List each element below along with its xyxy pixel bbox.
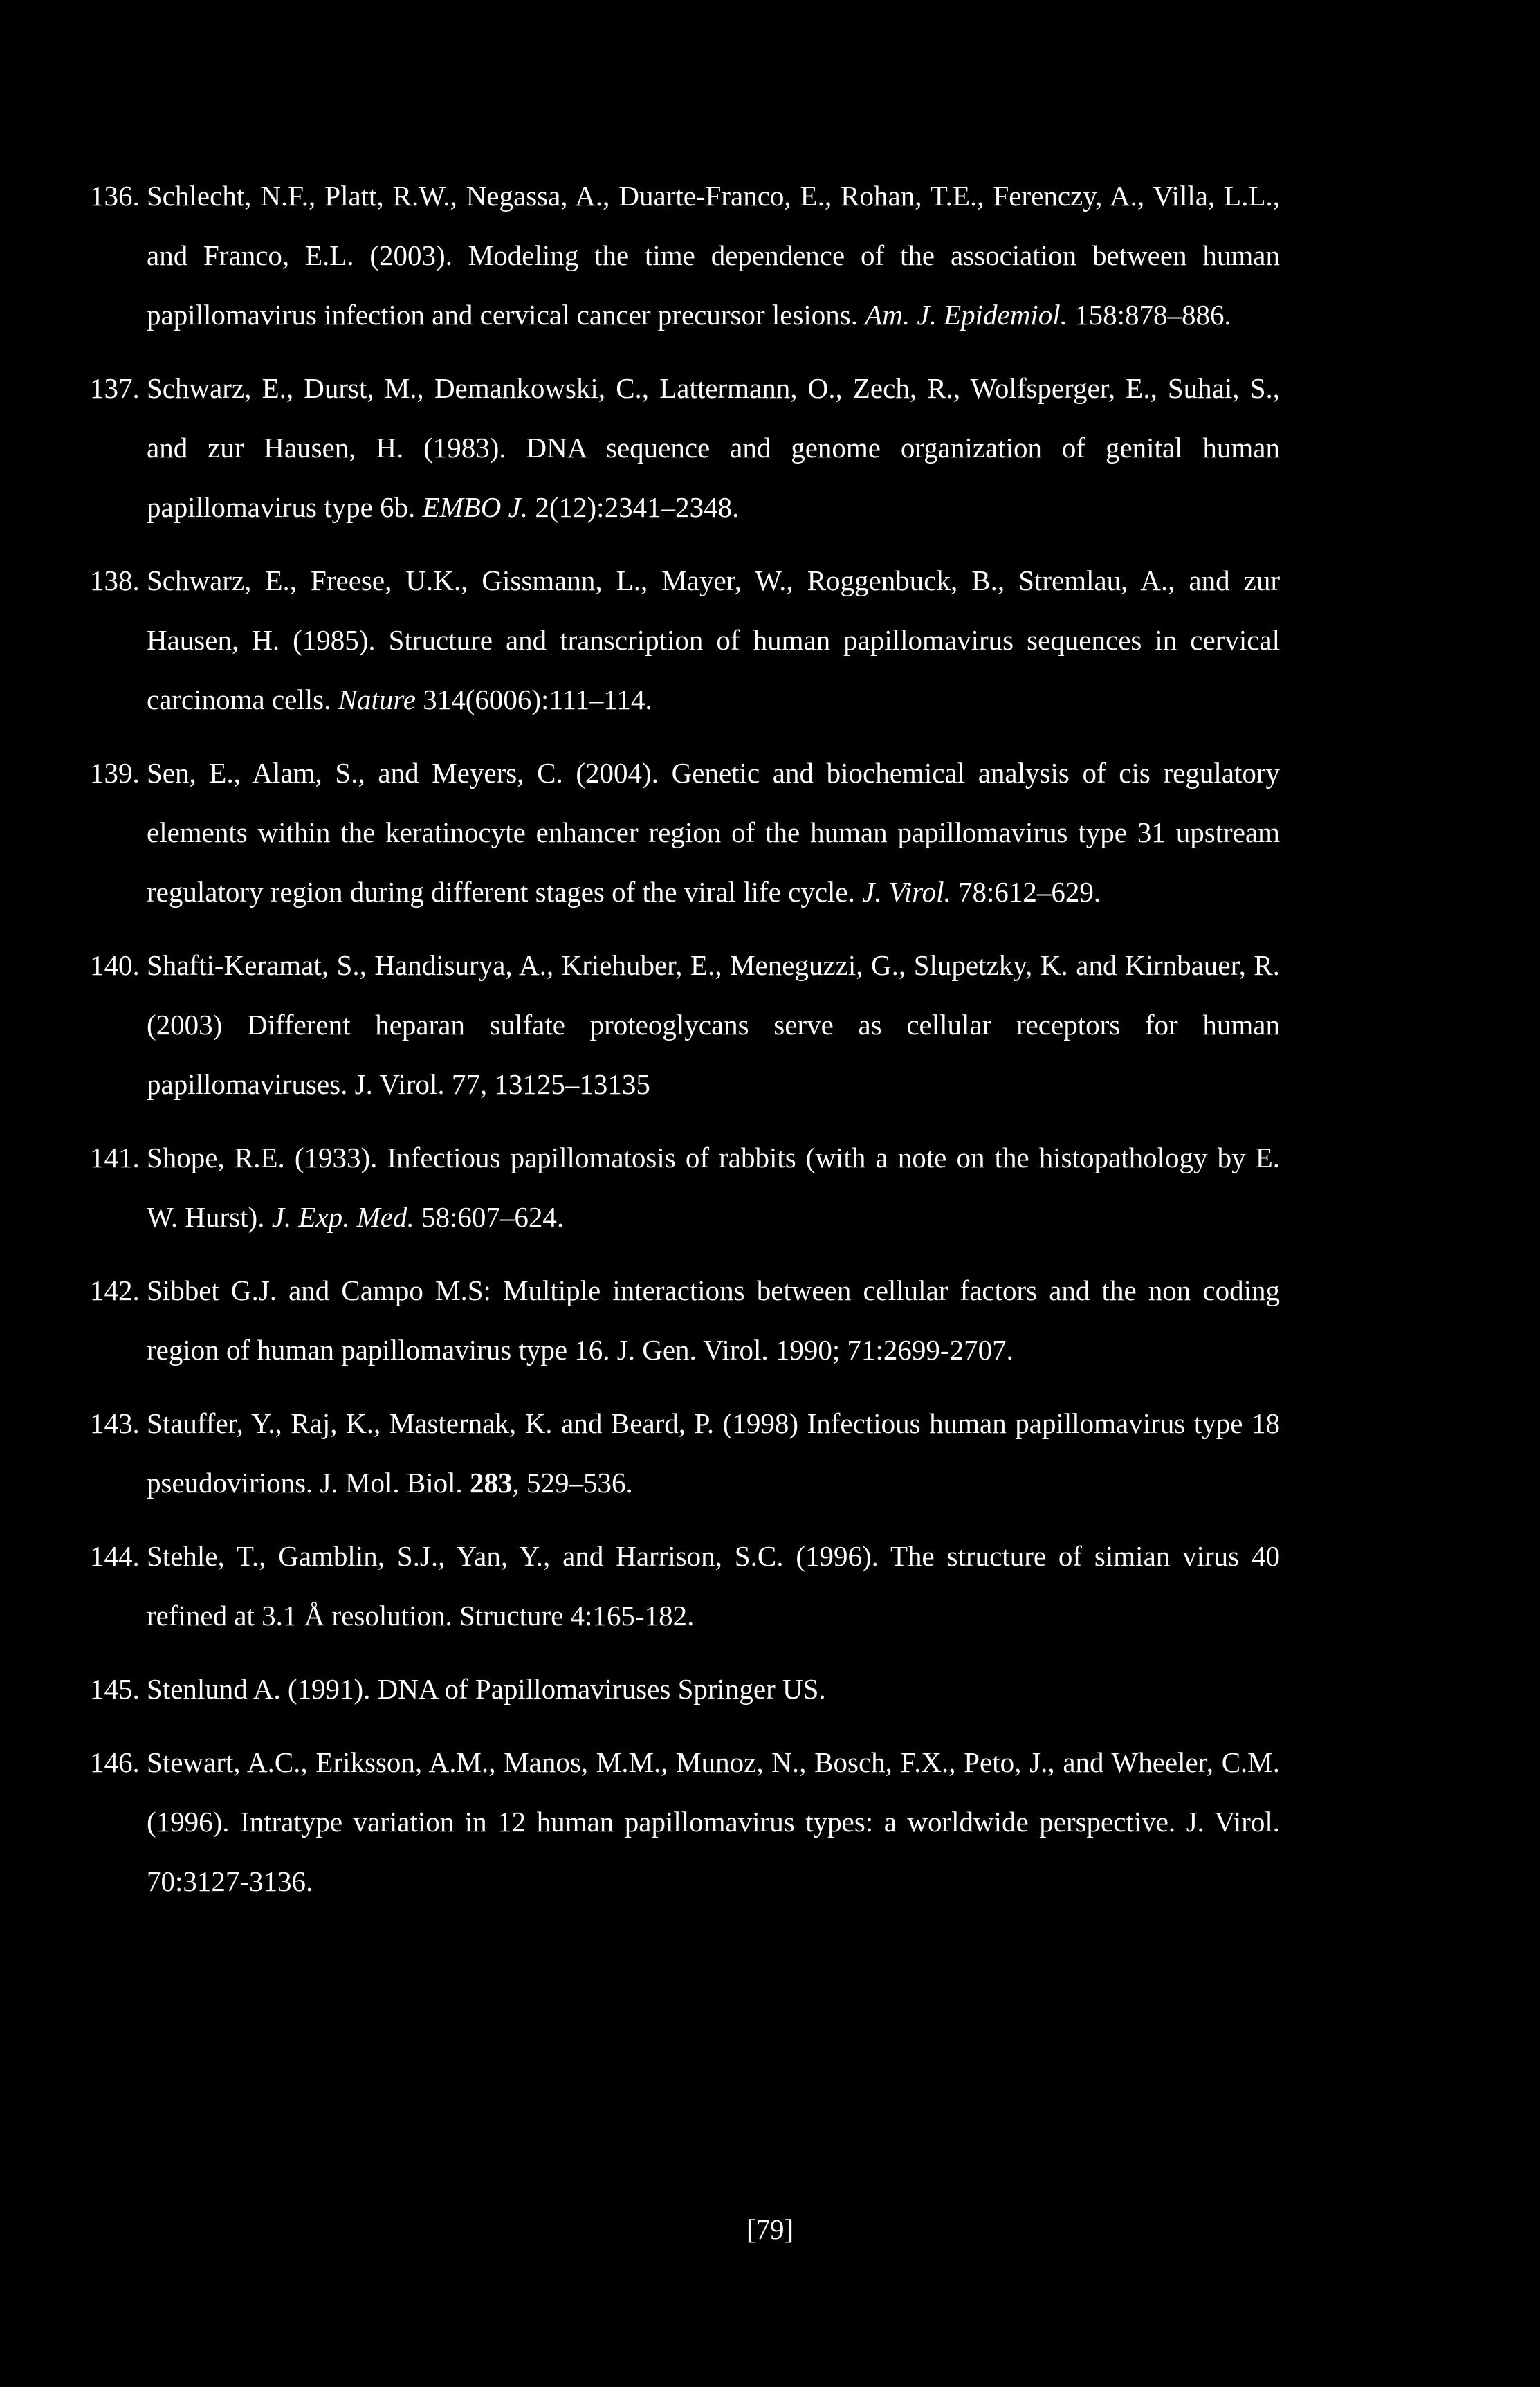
- reference-text: Sibbet G.J. and Campo M.S: Multiple interactions between cellular factors and the non coding region of human papillomavirus type 16. J. Gen. Virol. 1990; 71:2699-2707.: [147, 1274, 1280, 1366]
- journal-name: Am. J. Epidemiol.: [865, 299, 1067, 331]
- reference-item: [90, 358, 1280, 537]
- reference-text: 58:607–624.: [414, 1201, 565, 1233]
- reference-number: 136.: [90, 180, 140, 212]
- reference-number: 143.: [90, 1407, 140, 1439]
- reference-text: Sen, E., Alam, S., and Meyers, C. (2004). Genetic and biochemical analysis of cis regulatory elements within the keratinocyte enhancer region of the human papillomavirus type 31 upstream regulatory region during different stages of the viral life cycle.: [147, 757, 1280, 908]
- reference-list: [90, 166, 1280, 1925]
- journal-name: Nature: [338, 684, 416, 715]
- reference-item: [90, 1732, 1280, 1911]
- reference-number: 140.: [90, 949, 140, 981]
- reference-item: [90, 166, 1280, 345]
- reference-number: 138.: [90, 565, 140, 596]
- reference-number: 146.: [90, 1746, 140, 1778]
- reference-item: [90, 1393, 1280, 1512]
- reference-text: 314(6006):111–114.: [416, 684, 652, 715]
- page-number: [79]: [746, 2213, 794, 2245]
- reference-item: [90, 1128, 1280, 1247]
- reference-item: [90, 743, 1280, 922]
- volume-number: 283: [469, 1467, 513, 1499]
- reference-number: 141.: [90, 1142, 140, 1173]
- reference-item: [90, 1659, 1280, 1719]
- reference-number: 137.: [90, 372, 140, 404]
- reference-text: Schlecht, N.F., Platt, R.W., Negassa, A., Duarte-Franco, E., Rohan, T.E., Ferenczy, A., Villa, L.L., and Franco, E.L. (2003). Modeling the time dependence of the association between human papillomavirus infection and cervical cancer precursor lesions.: [147, 180, 1280, 331]
- reference-text: Stehle, T., Gamblin, S.J., Yan, Y., and Harrison, S.C. (1996). The structure of simian virus 40 refined at 3.1 Å resolution. Structure 4:165-182.: [147, 1540, 1280, 1631]
- reference-item: [90, 1261, 1280, 1380]
- reference-number: 139.: [90, 757, 140, 789]
- reference-item: [90, 551, 1280, 729]
- reference-item: [90, 935, 1280, 1114]
- reference-number: 144.: [90, 1540, 140, 1572]
- reference-text: Shafti-Keramat, S., Handisurya, A., Kriehuber, E., Meneguzzi, G., Slupetzky, K. and Kirnbauer, R. (2003) Different heparan sulfate proteoglycans serve as cellular receptors for human papillomaviruses. J. Virol. 77, 13125–13135: [147, 949, 1280, 1100]
- reference-text: Stauffer, Y., Raj, K., Masternak, K. and Beard, P. (1998) Infectious human papillomavirus type 18 pseudovirions. J. Mol. Biol.: [147, 1407, 1280, 1499]
- reference-text: Stenlund A. (1991). DNA of Papillomaviruses Springer US.: [147, 1673, 826, 1705]
- reference-text: 158:878–886.: [1067, 299, 1231, 331]
- journal-name: EMBO J.: [422, 491, 529, 523]
- reference-text: Stewart, A.C., Eriksson, A.M., Manos, M.M., Munoz, N., Bosch, F.X., Peto, J., and Wheeler, C.M. (1996). Intratype variation in 12 human papillomavirus types: a worldwide perspective. J. Virol. 70:3127-3136.: [147, 1746, 1280, 1897]
- reference-item: [90, 1526, 1280, 1645]
- reference-text: Schwarz, E., Durst, M., Demankowski, C., Lattermann, O., Zech, R., Wolfsperger, E., Suhai, S., and zur Hausen, H. (1983). DNA sequence and genome organization of genital human papillomavirus type 6b.: [147, 372, 1280, 523]
- reference-number: 142.: [90, 1274, 140, 1306]
- reference-number: 145.: [90, 1673, 140, 1705]
- journal-name: J. Virol.: [862, 876, 951, 908]
- reference-text: Schwarz, E., Freese, U.K., Gissmann, L., Mayer, W., Roggenbuck, B., Stremlau, A., and zur Hausen, H. (1985). Structure and transcription of human papillomavirus sequences in cervical carcinoma cells.: [147, 565, 1280, 715]
- reference-text: 78:612–629.: [951, 876, 1101, 908]
- reference-text: Shope, R.E. (1933). Infectious papillomatosis of rabbits (with a note on the histopathology by E. W. Hurst).: [147, 1142, 1280, 1233]
- reference-text: 2(12):2341–2348.: [528, 491, 740, 523]
- reference-text: , 529–536.: [512, 1467, 633, 1499]
- journal-name: J. Exp. Med.: [271, 1201, 414, 1233]
